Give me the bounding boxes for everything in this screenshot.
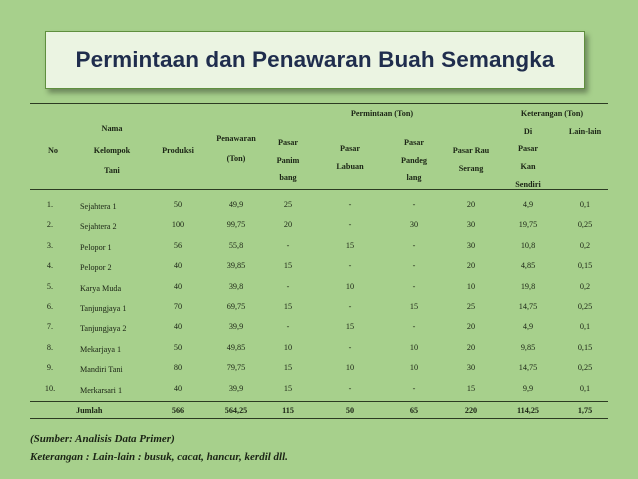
cell-penawaran: 99,75 (226, 220, 246, 230)
header-penawaran-line2: (Ton) (226, 154, 246, 163)
cell-produksi: 80 (173, 363, 183, 373)
cell-lain: 0,15 (577, 261, 593, 271)
cell-kan-sendiri: 4,85 (520, 261, 536, 271)
header-labuan-line2: Labuan (336, 162, 364, 171)
cell-produksi: 40 (173, 281, 183, 291)
header-labuan-line1: Pasar (339, 144, 361, 153)
total-pandeglang: 65 (409, 406, 419, 415)
total-lain-lain: 1,75 (577, 406, 593, 415)
cell-labuan: - (348, 342, 352, 352)
cell-labuan: - (348, 200, 352, 209)
cell-lain: 0,25 (577, 363, 593, 373)
header-kan-sendiri-line4: Sendiri (515, 180, 541, 189)
cell-no: 10. (44, 383, 56, 393)
cell-no: 1. (46, 200, 54, 209)
cell-nama: Karya Muda (80, 283, 122, 293)
cell-pandeglang: - (412, 261, 416, 271)
cell-produksi: 40 (173, 322, 183, 332)
header-pandeglang-line2: Pandeg (401, 156, 427, 165)
cell-pandeglang: - (412, 322, 416, 332)
cell-produksi: 100 (171, 220, 185, 230)
cell-no: 4. (46, 261, 54, 271)
cell-panimbang: 15 (283, 383, 293, 393)
cell-penawaran: 39,9 (228, 383, 244, 393)
cell-pandeglang: - (412, 281, 416, 291)
cell-nama: Tanjungjaya 2 (80, 324, 127, 334)
cell-lain: 0,25 (577, 220, 593, 230)
cell-panimbang: 15 (283, 261, 293, 271)
cell-nama: Tanjungjaya 1 (80, 304, 127, 313)
header-panimbang-line1: Pasar (277, 138, 299, 147)
cell-produksi: 50 (173, 200, 183, 209)
header-no: No (47, 146, 59, 155)
title-box (45, 31, 585, 89)
cell-kan-sendiri: 14,75 (518, 302, 538, 311)
cell-labuan: 15 (345, 240, 355, 250)
data-table (30, 101, 608, 419)
cell-produksi: 50 (173, 342, 183, 352)
cell-panimbang: - (286, 281, 290, 291)
cell-penawaran: 39,8 (228, 281, 244, 291)
header-pandeglang-line1: Pasar (403, 138, 425, 147)
header-panimbang-line3: bang (279, 173, 297, 182)
cell-nama: Sejahtera 2 (80, 222, 117, 232)
cell-penawaran: 49,9 (228, 200, 244, 209)
cell-no: 2. (46, 220, 54, 230)
header-kan-sendiri-line1: Di (523, 127, 533, 136)
cell-rau: 20 (466, 342, 476, 352)
table-header-rule (30, 189, 608, 190)
cell-rau: 20 (466, 322, 476, 332)
cell-penawaran: 79,75 (226, 363, 246, 373)
cell-nama: Pelopor 1 (80, 242, 112, 252)
cell-pandeglang: - (412, 200, 416, 209)
total-kan-sendiri: 114,25 (516, 406, 540, 415)
cell-kan-sendiri: 19,8 (520, 281, 536, 291)
total-labuan: 50 (345, 406, 355, 415)
header-permintaan-group: Permintaan (Ton) (350, 109, 414, 118)
cell-labuan: - (348, 261, 352, 271)
cell-rau: 30 (466, 220, 476, 230)
cell-rau: 15 (466, 383, 476, 393)
cell-no: 5. (46, 281, 54, 291)
cell-no: 8. (46, 342, 54, 352)
cell-penawaran: 69,75 (226, 302, 246, 311)
total-rau: 220 (464, 406, 478, 415)
cell-labuan: 10 (345, 281, 355, 291)
cell-produksi: 40 (173, 383, 183, 393)
cell-nama: Sejahtera 1 (80, 202, 117, 211)
cell-pandeglang: 10 (409, 363, 419, 373)
page-title: Permintaan dan Penawaran Buah Semangka (75, 47, 555, 72)
header-panimbang-line2: Panim (276, 156, 300, 165)
total-produksi: 566 (171, 406, 185, 415)
cell-no: 7. (46, 322, 54, 332)
cell-labuan: - (348, 220, 352, 230)
cell-nama: Mandiri Tani (80, 365, 123, 375)
cell-produksi: 56 (173, 240, 183, 250)
total-panimbang: 115 (282, 406, 294, 415)
header-kan-sendiri-line3: Kan (520, 162, 536, 171)
cell-lain: 0,15 (577, 342, 593, 352)
table-bottom-rule (30, 418, 608, 419)
header-kan-sendiri-line2: Pasar (517, 144, 539, 153)
cell-lain: 0,1 (579, 322, 591, 332)
cell-pandeglang: 15 (409, 302, 419, 311)
header-penawaran-line1: Penawaran (216, 134, 256, 143)
cell-nama: Mekarjaya 1 (80, 344, 122, 354)
cell-penawaran: 49,85 (226, 342, 246, 352)
legend-note: Keterangan : Lain-lain : busuk, cacat, hancur, kerdil dll. (30, 451, 288, 463)
cell-pandeglang: - (412, 383, 416, 393)
cell-panimbang: 25 (283, 200, 293, 209)
header-nama-line3: Tani (104, 166, 120, 175)
cell-nama: Merkarsari 1 (80, 385, 123, 395)
cell-kan-sendiri: 4,9 (522, 200, 534, 209)
cell-lain: 0,25 (577, 302, 593, 311)
header-pandeglang-line3: lang (406, 173, 422, 182)
cell-labuan: - (348, 302, 352, 311)
cell-rau: 25 (466, 302, 476, 311)
cell-nama: Pelopor 2 (80, 263, 112, 273)
header-rau-line1: Pasar Rau (452, 146, 490, 155)
cell-rau: 10 (466, 281, 476, 291)
cell-labuan: 15 (345, 322, 355, 332)
cell-panimbang: 10 (283, 342, 293, 352)
cell-kan-sendiri: 10,8 (520, 240, 536, 250)
source-note: (Sumber: Analisis Data Primer) (30, 433, 175, 445)
total-label: Jumlah (76, 406, 103, 415)
cell-produksi: 70 (173, 302, 183, 311)
cell-lain: 0,1 (579, 383, 591, 393)
cell-pandeglang: 10 (409, 342, 419, 352)
cell-panimbang: 15 (283, 363, 293, 373)
header-lain-lain: Lain-lain (568, 127, 602, 136)
cell-no: 6. (46, 302, 54, 311)
header-produksi: Produksi (162, 146, 194, 155)
header-nama-line1: Nama (101, 124, 123, 133)
cell-rau: 30 (466, 240, 476, 250)
cell-produksi: 40 (173, 261, 183, 271)
cell-panimbang: 20 (283, 220, 293, 230)
cell-rau: 20 (466, 261, 476, 271)
cell-pandeglang: - (412, 240, 416, 250)
cell-kan-sendiri: 9,85 (520, 342, 536, 352)
table-total-rule (30, 401, 608, 402)
cell-rau: 20 (466, 200, 476, 209)
header-nama-line2: Kelompok (93, 146, 131, 155)
cell-labuan: 10 (345, 363, 355, 373)
cell-no: 9. (46, 363, 54, 373)
cell-penawaran: 55,8 (228, 240, 244, 250)
cell-rau: 30 (466, 363, 476, 373)
cell-lain: 0,1 (579, 200, 591, 209)
table-top-rule (30, 103, 608, 104)
cell-lain: 0,2 (579, 281, 591, 291)
cell-labuan: - (348, 383, 352, 393)
cell-kan-sendiri: 19,75 (518, 220, 538, 230)
cell-pandeglang: 30 (409, 220, 419, 230)
total-penawaran: 564,25 (224, 406, 248, 415)
cell-panimbang: 15 (283, 302, 293, 311)
cell-kan-sendiri: 14,75 (518, 363, 538, 373)
cell-no: 3. (46, 240, 54, 250)
cell-penawaran: 39,85 (226, 261, 246, 271)
cell-kan-sendiri: 9,9 (522, 383, 534, 393)
cell-lain: 0,2 (579, 240, 591, 250)
cell-panimbang: - (286, 322, 290, 332)
cell-kan-sendiri: 4,9 (522, 322, 534, 332)
header-keterangan-group: Keterangan (Ton) (520, 109, 584, 118)
cell-panimbang: - (286, 240, 290, 250)
cell-penawaran: 39,9 (228, 322, 244, 332)
header-rau-line2: Serang (458, 164, 484, 173)
